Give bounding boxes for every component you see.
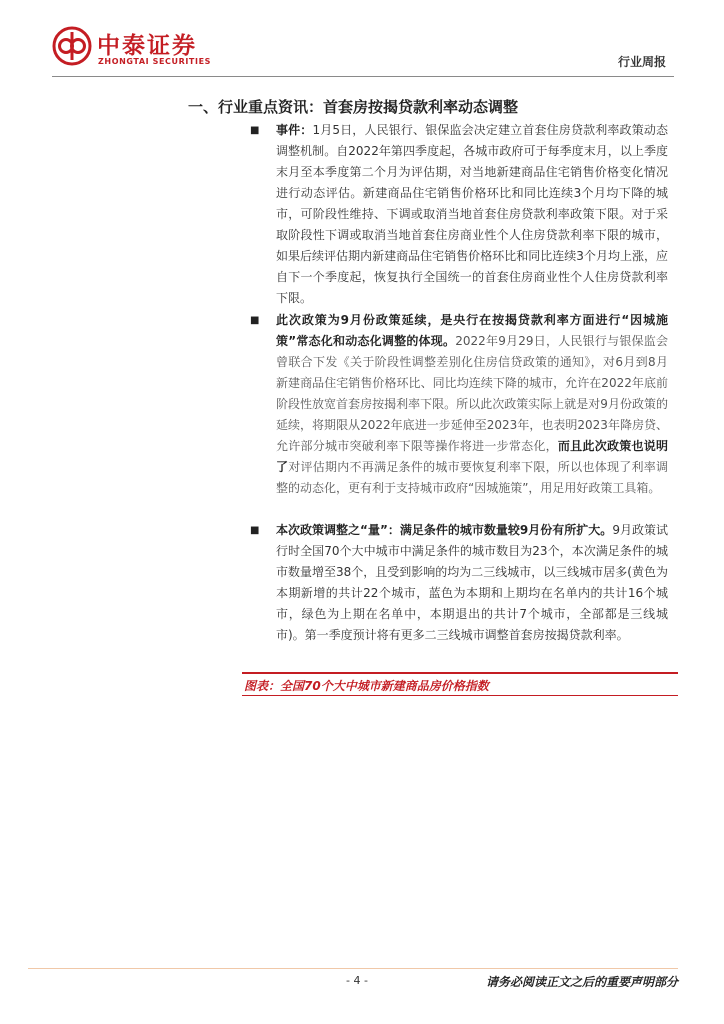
header-divider xyxy=(52,76,674,77)
paragraph-event xyxy=(276,120,668,309)
figure-bottom-rule xyxy=(242,695,678,696)
paragraph-policy-quantity xyxy=(276,520,668,646)
logo-english-text: ZHONGTAI SECURITIES xyxy=(98,57,211,66)
footer-divider xyxy=(28,968,678,969)
bullet-marker-icon: ■ xyxy=(250,315,260,326)
paragraph-policy-continuation xyxy=(276,310,668,499)
page-header xyxy=(0,0,724,76)
section-title: 一、行业重点资讯：首套房按揭贷款利率动态调整 xyxy=(188,98,519,116)
bullet-marker-icon: ■ xyxy=(250,525,260,536)
paragraph-body: 2022年9月29日，人民银行与银保监会曾联合下发《关于阶段性调整差别化住房信贷政策的通知》，对6月到8月新建商品住宅销售价格环比、同比均连续下降的城市，允许在2022年底前阶段性放宽首套房按揭利率下限。所以此次政策实际上就是对9月份政策的延续，将期限从2022年底进一步延伸至2023年，也表明2023年降房贷、允许部分城市突破利率下限等操作将进一步常态化， xyxy=(276,334,668,453)
figure-title: 图表：全国70个大中城市新建商品房价格指数 xyxy=(244,679,489,693)
paragraph-body-tail: 对评估期内不再满足条件的城市要恢复利率下限，所以也体现了利率调整的动态化，更有利于支持城市政府“因城施策”，用足用好政策工具箱。 xyxy=(276,460,668,495)
paragraph-lead: 本次政策调整之“量”：满足条件的城市数量较9月份有所扩大。 xyxy=(276,523,613,537)
figure-top-rule xyxy=(242,672,678,674)
page-number: - 4 - xyxy=(346,974,368,987)
paragraph-bold-inline: 而且此次政策也说明了 xyxy=(276,439,668,474)
footer-disclaimer: 请务必阅读正文之后的重要声明部分 xyxy=(485,975,678,989)
zhongtai-logo-icon xyxy=(52,26,92,66)
bullet-marker-icon: ■ xyxy=(250,125,260,136)
paragraph-body: 1月5日，人民银行、银保监会决定建立首套住房贷款利率政策动态调整机制。自2022年第四季度起，各城市政府可于每季度末月，以上季度末月至本季度第二个月为评估期，对当地新建商品住宅销售价格变化情况进行动态评估。新建商品住宅销售价格环比和同比连续3个月均下降的城市，可阶段性维持、下调或取消当地首套住房贷款利率政策下限。对于采取阶段性下调或取消当地首套住房商业性个人住房贷款利率下限的城市，如果后续评估期内新建商品住宅销售价格环比和同比连续3个月均上涨，应自下一个季度起，恢复执行全国统一的首套住房商业性个人住房贷款利率下限。 xyxy=(276,123,668,305)
paragraph-lead: 此次政策为9月份政策延续，是央行在按揭贷款利率方面进行“因城施策”常态化和动态化调整的体现。 xyxy=(276,313,668,348)
logo-chinese-text: 中泰证券 xyxy=(97,33,197,59)
paragraph-body: 9月政策试行时全国70个大中城市中满足条件的城市数目为23个，本次满足条件的城市数量增至38个，且受到影响的均为二三线城市，以三线城市居多(黄色为本期新增的共计22个城市，蓝色为本期和上期均在名单内的共计16个城市，绿色为上期在名单中，本期退出的共计7个城市，全部都是三线城市)。第一季度预计将有更多二三线城市调整首套房按揭贷款利率。 xyxy=(276,523,668,642)
report-type-label: 行业周报 xyxy=(617,55,666,69)
paragraph-lead: 事件： xyxy=(276,123,313,137)
